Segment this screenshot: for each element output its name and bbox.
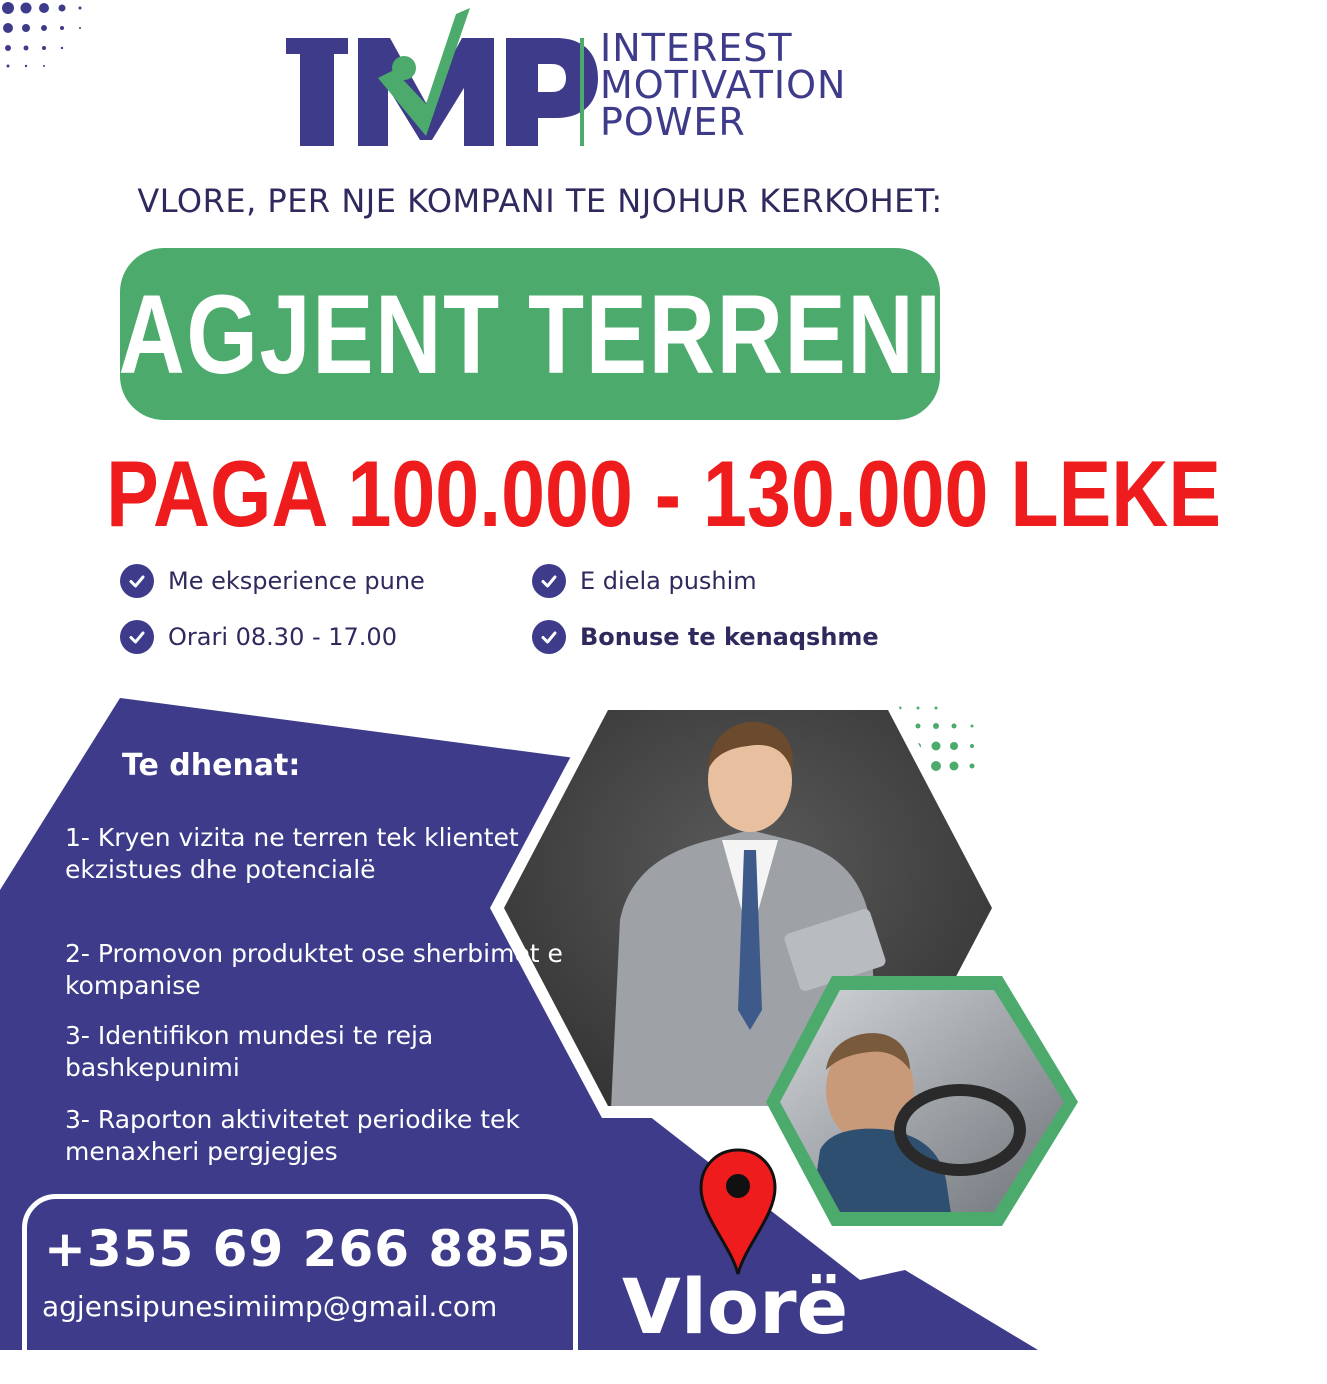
duty-item: 3- Raporton aktivitetet periodike tek menaxheri pergjegjes	[65, 1105, 520, 1166]
check-circle-icon	[120, 564, 154, 598]
feature-item	[120, 620, 397, 654]
job-title-banner	[117, 248, 943, 420]
salary	[0, 440, 1221, 548]
location-pin-icon	[695, 1146, 781, 1276]
check-circle-icon	[532, 564, 566, 598]
feature-item	[120, 564, 425, 598]
duty-item: 3- Identifikon mundesi te reja bashkepunimi	[65, 1021, 434, 1082]
feature-label: Me eksperience pune	[168, 567, 425, 595]
logo-line-interest: INTEREST	[600, 26, 793, 70]
logo-line-power: POWER	[600, 100, 746, 144]
location-label: Vlorë	[622, 1262, 849, 1351]
logo-wordmark	[600, 26, 900, 144]
duty-item: 1- Kryen vizita ne terren tek klientet ekzistues dhe potencialë	[65, 823, 519, 884]
feature-label: Orari 08.30 - 17.00	[168, 623, 397, 651]
feature-item	[532, 564, 757, 598]
headline: VLORE, PER NJE KOMPANI TE NJOHUR KERKOHET:	[137, 182, 943, 220]
photo-collage	[490, 690, 1080, 1250]
logo-line-motivation: MOTIVATION	[600, 63, 847, 107]
phone-number[interactable]: +355 69 266 8855	[44, 1220, 572, 1278]
check-circle-icon	[120, 620, 154, 654]
salary-text: PAGA 100.000 - 130.000 LEKE	[106, 441, 1221, 546]
feature-item	[532, 620, 879, 654]
job-title: AGJENT TERRENI	[117, 271, 943, 397]
feature-label: E diela pushim	[580, 567, 757, 595]
check-circle-icon	[532, 620, 566, 654]
email-address[interactable]: agjensipunesimiimp@gmail.com	[42, 1290, 498, 1323]
decorative-dots	[0, 0, 100, 80]
details-title: Te dhenat:	[122, 748, 301, 783]
feature-label: Bonuse te kenaqshme	[580, 623, 879, 651]
duty-item: 2- Promovon produktet ose sherbimet e kompanise	[65, 939, 563, 1000]
